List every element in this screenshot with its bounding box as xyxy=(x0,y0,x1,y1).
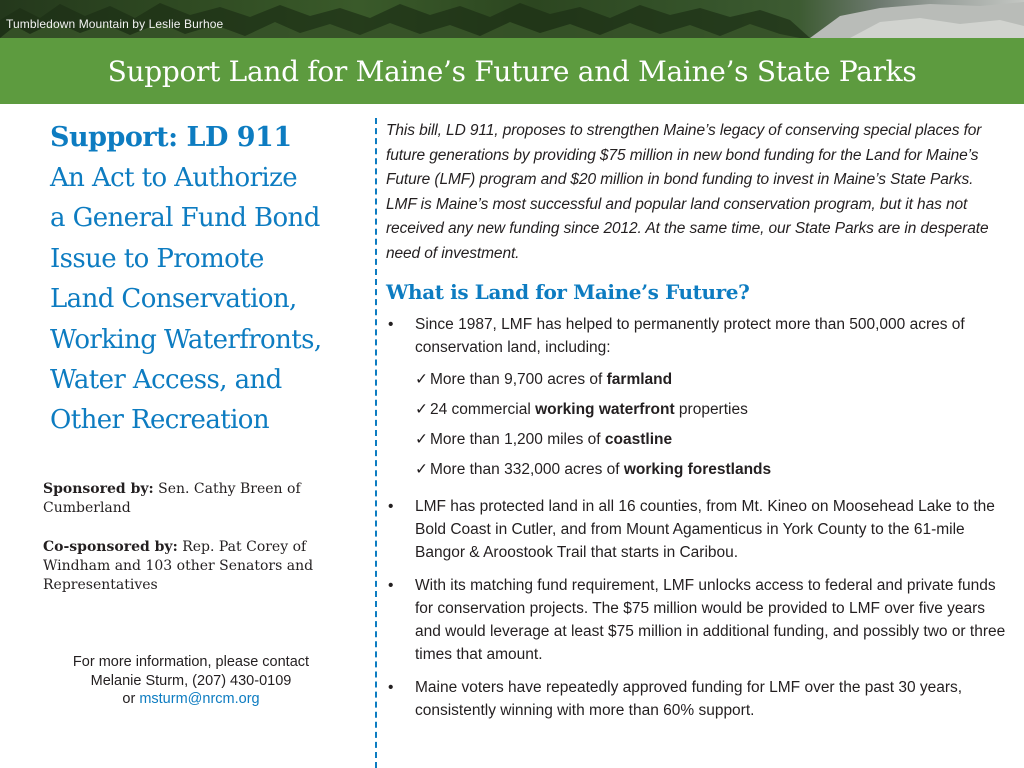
support-heading: Support: LD 911 xyxy=(50,122,292,153)
bill-title-line: Issue to Promote xyxy=(50,243,264,274)
contact-email-link[interactable]: msturm@nrcm.org xyxy=(139,691,260,707)
checkmark-icon: ✓ xyxy=(415,461,428,478)
bullet-list xyxy=(386,313,1006,722)
bullet-text: Maine voters have repeatedly approved funding for LMF over the past 30 years, consistently winning with more than 60% support. xyxy=(415,679,963,719)
bullet-text: LMF has protected land in all 16 counties, from Mt. Kineo on Moosehead Lake to the Bold Coast in Cutler, and from Mount Agamenticus in York County to the 61-mile Bangor & Aroostook Trail that starts in Caribou. xyxy=(415,498,995,561)
bill-title-line: Water Access, and xyxy=(50,365,282,396)
intro-paragraph: This bill, LD 911, proposes to strengthen Maine’s legacy of conserving special places for future generations by providing $75 million in new bond funding for the Land for Maine’s Future (LMF) program and $20 million in bond funding to invest in Maine’s State Parks. LMF is Maine’s most successful and popular land conservation program, but it has not received any new funding since 2012. At the same time, our State Parks are in desperate need of investment. xyxy=(386,122,989,262)
check-bold-text: working waterfront xyxy=(535,401,675,418)
list-item xyxy=(386,495,1006,564)
check-text: More than 9,700 acres of xyxy=(430,371,607,388)
section-heading: What is Land for Maine’s Future? xyxy=(386,280,750,304)
title-bar xyxy=(0,38,1024,104)
check-item xyxy=(415,365,1006,395)
details-column xyxy=(386,119,1006,732)
check-item xyxy=(415,425,1006,455)
check-bold-text: working forestlands xyxy=(623,461,772,478)
cosponsor-label: Co-sponsored by: xyxy=(43,539,178,555)
list-item xyxy=(386,676,1006,722)
check-item xyxy=(415,395,1006,425)
bill-summary-column xyxy=(42,118,370,441)
bullet-text: Since 1987, LMF has helped to permanently protect more than 500,000 acres of conservation land, including: xyxy=(415,316,965,356)
cosponsor-names: Rep. Pat Corey of Windham and 103 other Senators and Representatives xyxy=(43,539,314,593)
sponsor-label: Sponsored by: xyxy=(43,481,154,497)
check-text: 24 commercial xyxy=(430,401,536,418)
check-item xyxy=(415,455,1006,485)
sponsor-info xyxy=(43,480,373,518)
header-photo xyxy=(0,0,1024,38)
checkmark-icon: ✓ xyxy=(415,431,428,448)
column-divider xyxy=(375,118,377,768)
contact-line: For more information, please contact xyxy=(72,654,310,670)
bill-title-line: An Act to Authorize xyxy=(50,163,298,193)
check-text: More than 1,200 miles of xyxy=(430,431,605,448)
list-item xyxy=(386,574,1006,666)
bill-title-line: a General Fund Bond xyxy=(50,203,320,234)
check-text: More than 332,000 acres of xyxy=(430,461,624,478)
bullet-icon: • xyxy=(388,577,394,594)
bill-title xyxy=(50,158,370,441)
contact-info xyxy=(46,653,336,709)
checkmark-icon: ✓ xyxy=(415,371,428,388)
sponsor-name: Sen. Cathy Breen of Cumberland xyxy=(43,481,301,516)
contact-or: or xyxy=(122,691,140,707)
checkmark-icon: ✓ xyxy=(415,401,428,418)
contact-name-phone: Melanie Sturm, (207) 430-0109 xyxy=(90,672,292,689)
bill-title-line: Land Conservation, xyxy=(50,284,297,315)
check-bold-text: farmland xyxy=(606,371,673,388)
check-list xyxy=(415,365,1006,485)
list-item xyxy=(386,313,1006,485)
bill-title-line: Working Waterfronts, xyxy=(50,324,322,355)
cosponsor-info xyxy=(43,538,373,595)
bullet-text: With its matching fund requirement, LMF unlocks access to federal and private funds for conservation projects. The $75 million would be provided to LMF over five years and would leverage at least $75 million in additional funding, and possibly two or three times that amount. xyxy=(415,577,1006,663)
bullet-icon: • xyxy=(388,498,394,515)
check-text-suffix: properties xyxy=(674,401,748,418)
bill-title-line: Other Recreation xyxy=(50,405,269,436)
check-bold-text: coastline xyxy=(604,431,673,448)
photo-credit: Tumbledown Mountain by Leslie Burhoe xyxy=(6,17,224,31)
contact-email-line xyxy=(46,690,336,709)
bullet-icon: • xyxy=(388,316,394,333)
page-title: Support Land for Maine’s Future and Maine’s State Parks xyxy=(107,54,917,88)
bullet-icon: • xyxy=(388,679,394,696)
